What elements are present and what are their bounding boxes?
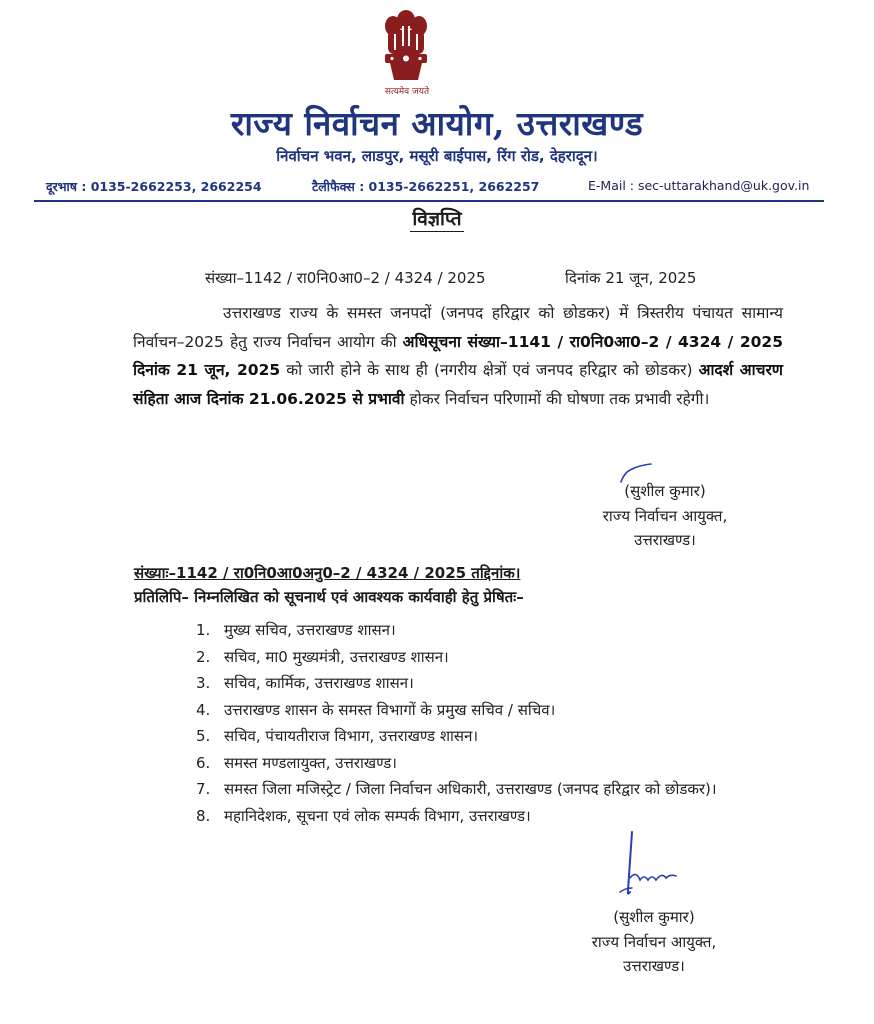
list-item <box>196 697 796 724</box>
para-bold-code-of-conduct: आदर्श आचरण संहिता आज दिनांक 21.06.2025 से प्रभावी <box>133 361 783 408</box>
notice-reference-number: संख्या–1142 / रा0नि0आ0–2 / 4324 / 2025 <box>205 269 486 287</box>
list-item-number: 2. <box>196 647 211 666</box>
state-emblem-icon <box>380 6 432 84</box>
signatory-designation: राज्य निर्वाचन आयुक्त, <box>602 506 728 525</box>
signature-block-2 <box>544 905 764 979</box>
list-item-text: समस्त मण्डलायुक्त, उत्तराखण्ड। <box>224 753 397 772</box>
list-item-number: 5. <box>196 727 211 745</box>
phone-number: दूरभाष : 0135-2662253, 2662254 <box>46 179 262 194</box>
list-item <box>196 723 796 750</box>
list-item-number: 8. <box>196 806 211 825</box>
copy-intro: प्रतिलिपि– निम्नलिखित को सूचनार्थ एवं आवश्यक कार्यवाही हेतु प्रेषितः– <box>134 588 524 606</box>
notice-body-paragraph <box>133 299 783 413</box>
telefax-number: टैलीफैक्स : 0135-2662251, 2662257 <box>312 179 540 194</box>
office-address: निर्वाचन भवन, लाडपुर, मसूरी बाईपास, रिंग रोड, देहरादून। <box>276 147 598 165</box>
emblem-motto: सत्यमेव जयते <box>384 87 430 97</box>
copy-reference-number: संख्याः–1142 / रा0नि0आ0अनु0–2 / 4324 / 2025 तद्दिनांक। <box>134 564 521 582</box>
notice-heading <box>0 205 874 231</box>
email-label: E-Mail : <box>588 178 634 193</box>
signature-block-1 <box>555 479 775 553</box>
para-part: होकर निर्वाचन परिणामों की घोषणा तक प्रभावी रहेगी। <box>404 389 710 408</box>
para-bold-notification: अधिसूचना संख्या–1141 / रा0नि0आ0–2 / 4324 / 2025 दिनांक 21 जून, 2025 <box>133 332 783 379</box>
list-item-number: 4. <box>196 700 211 719</box>
para-part: को जारी होने के साथ ही (नगरीय क्षेत्रों एवं जनपद हरिद्वार को छोडकर) <box>280 361 699 379</box>
list-item-text: सचिव, पंचायतीराज विभाग, उत्तराखण्ड शासन। <box>224 727 479 745</box>
email-address <box>588 178 809 193</box>
email-value[interactable]: sec-uttarakhand@uk.gov.in <box>637 178 810 193</box>
list-item <box>196 617 796 644</box>
copy-recipient-list <box>196 617 796 829</box>
para-part: उत्तराखण्ड राज्य के समस्त जनपदों (जनपद हरिद्वार को छोडकर) में त्रिस्तरीय पंचायत सामान्य निर्वाचन–2025 हेतु राज्य निर्वाचन आयोग की <box>133 304 783 351</box>
list-item <box>196 776 809 803</box>
list-item-text: मुख्य सचिव, उत्तराखण्ड शासन। <box>224 621 396 639</box>
list-item-text: समस्त जिला मजिस्ट्रेट / जिला निर्वाचन अधिकारी, उत्तराखण्ड (जनपद हरिद्वार को छोडकर)। <box>224 780 717 798</box>
signatory-designation: राज्य निर्वाचन आयुक्त, <box>591 932 717 951</box>
list-item-number: 7. <box>196 780 211 798</box>
notice-date: दिनांक 21 जून, 2025 <box>565 269 697 287</box>
signatory-name: (सुशील कुमार) <box>613 908 695 926</box>
list-item-number: 6. <box>196 753 211 772</box>
office-title: राज्य निर्वाचन आयोग, उत्तराखण्ड <box>230 104 644 143</box>
signatory-state: उत्तराखण्ड। <box>623 957 685 975</box>
list-item-text: उत्तराखण्ड शासन के समस्त विभागों के प्रमुख सचिव / सचिव। <box>224 700 556 719</box>
list-item <box>196 750 796 777</box>
signatory-state: उत्तराखण्ड। <box>634 531 696 549</box>
list-item <box>196 670 796 697</box>
list-item <box>196 803 796 830</box>
notice-heading-text: विज्ञप्ति <box>412 208 462 230</box>
signatory-name: (सुशील कुमार) <box>624 482 706 500</box>
signature-icon <box>610 830 702 900</box>
list-item-text: महानिदेशक, सूचना एवं लोक सम्पर्क विभाग, उत्तराखण्ड। <box>224 806 531 825</box>
list-item-number: 3. <box>196 674 211 692</box>
list-item-text: सचिव, मा0 मुख्यमंत्री, उत्तराखण्ड शासन। <box>224 647 449 666</box>
list-item-text: सचिव, कार्मिक, उत्तराखण्ड शासन। <box>224 674 414 692</box>
list-item <box>196 644 796 671</box>
header-divider <box>34 200 824 202</box>
list-item-number: 1. <box>196 621 211 639</box>
